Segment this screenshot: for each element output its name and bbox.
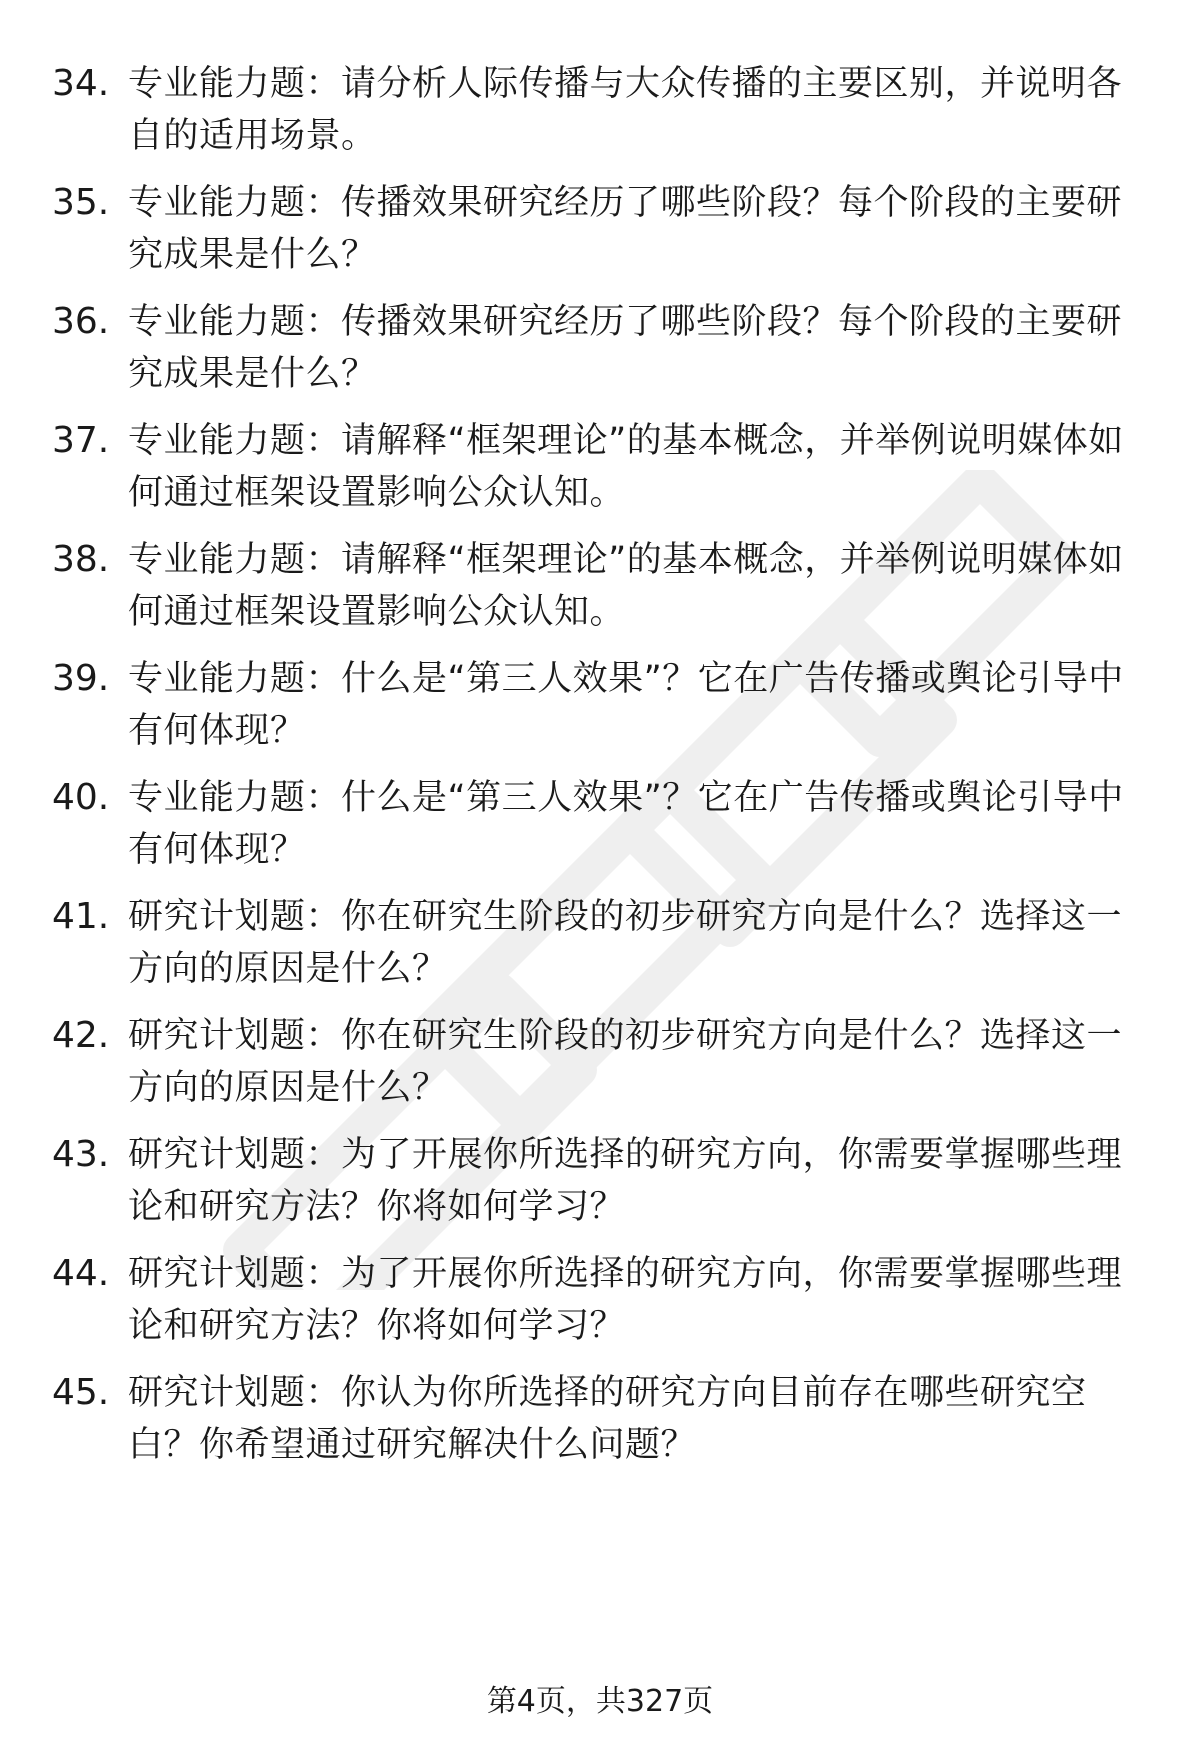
- question-number: 34.: [52, 63, 110, 104]
- question-item: [0, 772, 1200, 892]
- question-item: [0, 58, 1200, 178]
- question-text: 研究计划题：为了开展你所选择的研究方向，你需要掌握哪些理论和研究方法？你将如何学习？: [128, 1254, 1123, 1346]
- question-item: [0, 891, 1200, 1011]
- question-text: 专业能力题：什么是“第三人效果”？它在广告传播或舆论引导中有何体现？: [128, 659, 1124, 751]
- question-item: [0, 653, 1200, 773]
- question-text: 专业能力题：请解释“框架理论”的基本概念，并举例说明媒体如何通过框架设置影响公众认知。: [128, 540, 1124, 632]
- question-item: [0, 534, 1200, 654]
- question-text: 专业能力题：请解释“框架理论”的基本概念，并举例说明媒体如何通过框架设置影响公众认知。: [128, 421, 1124, 513]
- question-text: 专业能力题：什么是“第三人效果”？它在广告传播或舆论引导中有何体现？: [128, 778, 1124, 870]
- question-item: [0, 177, 1200, 297]
- question-item: [0, 1367, 1200, 1487]
- question-number: 43.: [52, 1134, 110, 1175]
- question-number: 45.: [52, 1372, 110, 1413]
- question-item: [0, 1010, 1200, 1130]
- page-number-footer: 第4页，共327页: [486, 1684, 714, 1719]
- question-text: 研究计划题：你认为你所选择的研究方向目前存在哪些研究空白？你希望通过研究解决什么问题？: [128, 1373, 1087, 1465]
- question-number: 41.: [52, 896, 110, 937]
- question-text: 研究计划题：你在研究生阶段的初步研究方向是什么？选择这一方向的原因是什么？: [128, 897, 1123, 989]
- question-number: 44.: [52, 1253, 110, 1294]
- question-number: 37.: [52, 420, 110, 461]
- question-text: 研究计划题：为了开展你所选择的研究方向，你需要掌握哪些理论和研究方法？你将如何学习？: [128, 1135, 1123, 1227]
- question-text: 专业能力题：传播效果研究经历了哪些阶段？每个阶段的主要研究成果是什么？: [128, 302, 1123, 394]
- question-number: 40.: [52, 777, 110, 818]
- question-item: [0, 1129, 1200, 1249]
- question-text: 研究计划题：你在研究生阶段的初步研究方向是什么？选择这一方向的原因是什么？: [128, 1016, 1123, 1108]
- question-item: [0, 415, 1200, 535]
- question-item: [0, 1248, 1200, 1368]
- question-number: 38.: [52, 539, 110, 580]
- question-number: 35.: [52, 182, 110, 223]
- question-number: 39.: [52, 658, 110, 699]
- question-number: 42.: [52, 1015, 110, 1056]
- question-text: 专业能力题：请分析人际传播与大众传播的主要区别，并说明各自的适用场景。: [128, 64, 1123, 156]
- question-text: 专业能力题：传播效果研究经历了哪些阶段？每个阶段的主要研究成果是什么？: [128, 183, 1123, 275]
- question-number: 36.: [52, 301, 110, 342]
- question-item: [0, 296, 1200, 416]
